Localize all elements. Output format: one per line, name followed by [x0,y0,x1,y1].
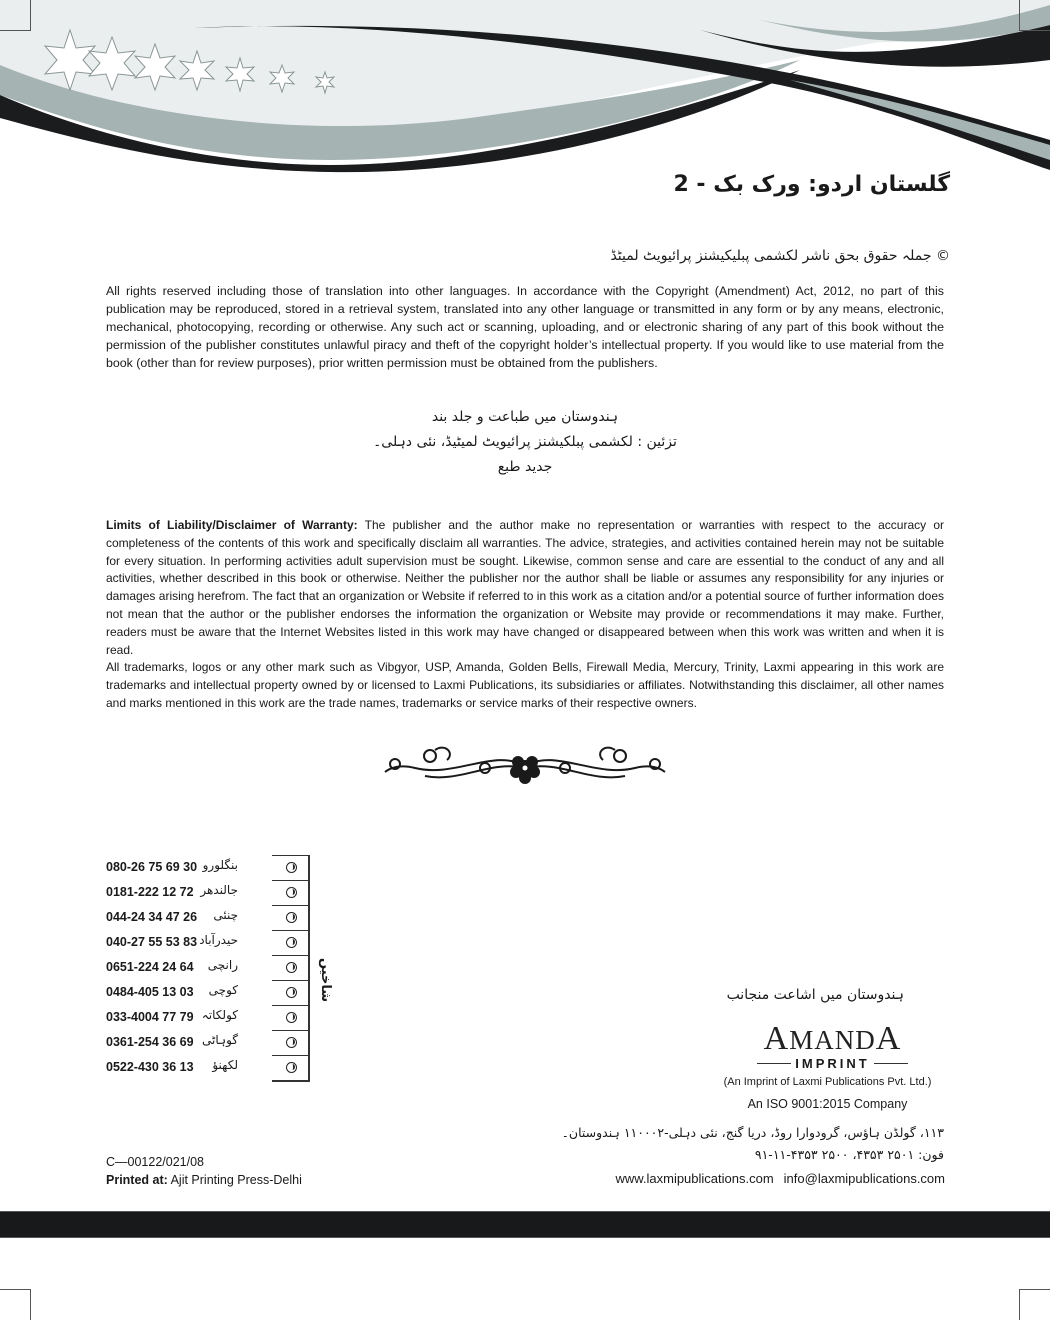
office-row [106,905,311,930]
office-phone-box [272,1030,310,1055]
trademarks-paragraph: All trademarks, logos or any other mark such as Vibgyor, USP, Amanda, Golden Bells, Firewall Media, Mercury, Trinity, Laxmi appearing in this work are trademarks and intellectual property owned by or licensed to Laxmi Publications, its subsidiaries or affiliates. Notwithstanding this disclaimer, all other names and marks mentioned in this work are the trade names, trademarks or service marks of their respective owners. [106,660,944,710]
flourish-ornament-icon [375,738,675,794]
office-phone-box [272,905,310,930]
office-row [106,855,311,880]
office-phone-box [272,1055,310,1080]
office-city: رانچی [207,958,238,972]
phone-icon [286,962,297,973]
office-row [106,880,311,905]
office-phone: 080-26 75 69 30 [106,860,198,874]
printed-at-value: Ajit Printing Press-Delhi [167,1173,302,1187]
rights-reserved-paragraph: All rights reserved including those of translation into other languages. In accordance with the Copyright (Amendment) Act, 2012, no part of this publication may be reproduced, stored in a retrieval system, translated into any other language or transmitted in any form or by any means, electronic, mechanical, photocopying, recording or otherwise. Any such act or scanning, uploading, and or electronic sharing of any part of this book without the permission of the publisher constitutes unlawful piracy and theft of the copyright holder’s intellectual property. If you would like to use material from the book (other than for review purposes), prior written permission must be obtained from the publishers. [106,284,944,371]
office-city: بنگلورو [202,858,238,872]
amanda-imprint-logo [740,1022,925,1071]
office-row [106,955,311,980]
crop-mark-top-right [1019,0,1050,31]
copyright-notice-urdu: © جملہ حقوق بحق ناشر لکشمی پبلیکیشنز پرائیویٹ لمیٹڈ [610,248,950,264]
logo-letter: A [875,1020,902,1057]
office-row [106,1005,311,1030]
offices-divider [272,1080,310,1082]
logo-imprint-text: IMPRINT [795,1056,870,1071]
office-phone-box [272,955,310,980]
print-line-2: تزئین : لکشمی پبلکیشنز پرائیویٹ لمیٹیڈ، نئی دہلی۔ [373,434,677,450]
office-phone-box [272,980,310,1005]
phone-icon [286,912,297,923]
office-city: حیدرآباد [199,933,238,947]
office-city: کولکاتہ [201,1008,238,1022]
publisher-contact [615,1171,945,1186]
disclaimer-paragraph [106,517,944,659]
branches-label: شاخیں [318,958,333,1003]
disclaimer-text: The publisher and the author make no representation or warranties with respect to the accuracy or completeness of the contents of this work and specifically disclaim all warranties. The advice, strategies, and activities contained herein may not be suitable for every situation. In performing activities adult supervision must be sought. Likewise, common sense and care are essential to the conduct of any and all activities, whether described in this book or otherwise. Neither the publisher nor the author shall be liable or assumes any responsibility for any injuries or damages arising herefrom. The fact that an organization or Website if referred to in this work as a citation and/or a potential source of further information does not mean that the author or the publisher endorses the information the organization or Website may provide or recommendations it may make. Further, readers must be aware that the Internet Websites listed in this work may have changed or disappeared between when this work was written and when it is read. [106,518,944,657]
disclaimer-section [106,517,944,713]
office-phone: 0651-224 24 64 [106,960,194,974]
office-city: گوہاٹی [202,1033,238,1047]
logo-wordmark [740,1022,925,1057]
printed-at-label: Printed at: [106,1173,168,1187]
office-city: لکھنؤ [212,1058,238,1072]
phone-icon [286,1062,297,1073]
book-title-urdu: گلستان اردو: ورک بک - 2 [673,172,950,197]
logo-letter: A [763,1020,790,1057]
office-phone: 044-24 34 47 26 [106,910,198,924]
imprint-of-text: (An Imprint of Laxmi Publications Pvt. Ltd.) [723,1076,932,1088]
phone-icon [286,862,297,873]
phone-icon [286,1037,297,1048]
phone-line: فون: ۲۵۰۱ ۴۳۵۳، ۲۵۰۰ ۴۳۵۳-۱۱-۹۱ [754,1147,944,1162]
address-line: ۱۱۳، گولڈن ہاؤس، گرودوارا روڈ، دریا گنج، نئی دہلی-۱۱۰۰۰۲ ہندوستان۔ [561,1125,944,1140]
office-phone: 040-27 55 53 83 [106,935,198,949]
office-phone: 0484-405 13 03 [106,985,194,999]
office-phone-box [272,855,310,880]
phone-icon [286,987,297,998]
website-link[interactable]: www.laxmipublications.com [615,1171,774,1186]
office-row [106,980,311,1005]
printing-credits-urdu [350,405,700,480]
office-row [106,930,311,955]
office-phone: 0181-222 12 72 [106,885,194,899]
phone-icon [286,1012,297,1023]
publisher-address-urdu [562,1122,944,1166]
office-phone-box [272,1005,310,1030]
book-code: C—00122/021/08 [106,1155,204,1169]
print-line-1: ہندوستان میں طباعت و جلد بند [431,409,619,425]
print-line-3: جدید طبع [497,459,553,475]
office-phone-box [272,880,310,905]
iso-certification: An ISO 9001:2015 Company [747,1097,908,1111]
header-swoosh-art [0,0,1050,175]
crop-mark-top-left [0,0,31,31]
crop-mark-bottom-right [1019,1289,1050,1320]
publisher-heading-urdu: ہندوستان میں اشاعت منجانب [726,987,904,1003]
footer-bar [0,1211,1050,1238]
logo-letters: MAND [789,1025,876,1055]
logo-subtitle [740,1056,925,1071]
office-row [106,1030,311,1055]
office-city: کوچی [208,983,238,997]
disclaimer-heading: Limits of Liability/Disclaimer of Warranty: [106,518,358,532]
office-phone: 033-4004 77 79 [106,1010,194,1024]
printed-at [106,1173,302,1187]
office-phone-box [272,930,310,955]
logo-rule [757,1063,791,1065]
email-link[interactable]: info@laxmipublications.com [783,1171,945,1186]
office-city: چنئی [213,908,238,922]
phone-icon [286,887,297,898]
office-row [106,1055,311,1080]
office-phone: 0361-254 36 69 [106,1035,194,1049]
logo-rule [874,1063,908,1065]
office-city: جالندھر [200,883,238,897]
crop-mark-bottom-left [0,1289,31,1320]
phone-icon [286,937,297,948]
office-phone: 0522-430 36 13 [106,1060,194,1074]
